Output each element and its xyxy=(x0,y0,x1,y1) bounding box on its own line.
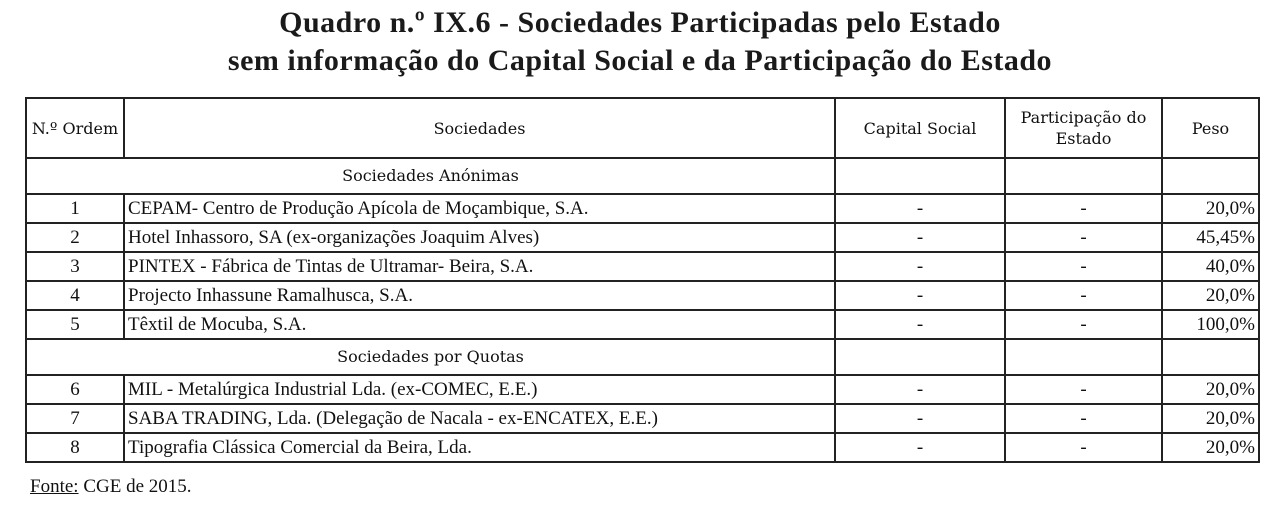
table-title-line-1: Quadro n.º IX.6 - Sociedades Participadas pelo Estado xyxy=(279,6,1001,39)
capital-social-value: - xyxy=(835,223,1005,252)
group-row-sociedades-por-quotas xyxy=(26,339,1259,375)
source-text: CGE de 2015. xyxy=(78,476,192,497)
group-row-sociedades-anonimas xyxy=(26,158,1259,194)
empty-cell xyxy=(1162,339,1259,375)
company-name: Tipografia Clássica Comercial da Beira, Lda. xyxy=(124,433,835,462)
companies-table xyxy=(25,97,1260,463)
peso-value: 20,0% xyxy=(1162,194,1259,223)
peso-value: 20,0% xyxy=(1162,281,1259,310)
header-ordem: N.º Ordem xyxy=(26,98,124,158)
capital-social-value: - xyxy=(835,433,1005,462)
group-label: Sociedades Anónimas xyxy=(26,158,835,194)
row-number: 1 xyxy=(26,194,124,223)
row-number: 4 xyxy=(26,281,124,310)
row-number: 8 xyxy=(26,433,124,462)
table-title-line-2: sem informação do Capital Social e da Participação do Estado xyxy=(227,44,1053,77)
participacao-value: - xyxy=(1005,281,1162,310)
table-row xyxy=(26,433,1259,462)
row-number: 5 xyxy=(26,310,124,339)
company-name: Hotel Inhassoro, SA (ex-organizações Joaquim Alves) xyxy=(124,223,835,252)
company-name: MIL - Metalúrgica Industrial Lda. (ex-COMEC, E.E.) xyxy=(124,375,835,404)
table-row xyxy=(26,281,1259,310)
table-row xyxy=(26,375,1259,404)
participacao-value: - xyxy=(1005,310,1162,339)
table-header-row xyxy=(26,98,1259,158)
capital-social-value: - xyxy=(835,310,1005,339)
row-number: 2 xyxy=(26,223,124,252)
capital-social-value: - xyxy=(835,375,1005,404)
peso-value: 40,0% xyxy=(1162,252,1259,281)
empty-cell xyxy=(1162,158,1259,194)
header-participacao-estado: Participação do Estado xyxy=(1005,98,1162,158)
header-capital-social: Capital Social xyxy=(835,98,1005,158)
company-name: SABA TRADING, Lda. (Delegação de Nacala - ex-ENCATEX, E.E.) xyxy=(124,404,835,433)
participacao-value: - xyxy=(1005,252,1162,281)
peso-value: 20,0% xyxy=(1162,375,1259,404)
peso-value: 45,45% xyxy=(1162,223,1259,252)
table-row xyxy=(26,223,1259,252)
source-label: Fonte: xyxy=(30,476,79,497)
capital-social-value: - xyxy=(835,194,1005,223)
header-peso: Peso xyxy=(1162,98,1259,158)
header-sociedades: Sociedades xyxy=(124,98,835,158)
empty-cell xyxy=(1005,158,1162,194)
empty-cell xyxy=(835,339,1005,375)
company-name: Projecto Inhassune Ramalhusca, S.A. xyxy=(124,281,835,310)
capital-social-value: - xyxy=(835,281,1005,310)
row-number: 7 xyxy=(26,404,124,433)
table-row xyxy=(26,310,1259,339)
company-name: Têxtil de Mocuba, S.A. xyxy=(124,310,835,339)
source-note xyxy=(30,476,192,498)
group-label: Sociedades por Quotas xyxy=(26,339,835,375)
participacao-value: - xyxy=(1005,375,1162,404)
participacao-value: - xyxy=(1005,433,1162,462)
company-name: CEPAM- Centro de Produção Apícola de Moçambique, S.A. xyxy=(124,194,835,223)
empty-cell xyxy=(1005,339,1162,375)
peso-value: 20,0% xyxy=(1162,404,1259,433)
empty-cell xyxy=(835,158,1005,194)
peso-value: 20,0% xyxy=(1162,433,1259,462)
peso-value: 100,0% xyxy=(1162,310,1259,339)
table-row xyxy=(26,252,1259,281)
row-number: 3 xyxy=(26,252,124,281)
company-name: PINTEX - Fábrica de Tintas de Ultramar- Beira, S.A. xyxy=(124,252,835,281)
participacao-value: - xyxy=(1005,404,1162,433)
participacao-value: - xyxy=(1005,194,1162,223)
participacao-value: - xyxy=(1005,223,1162,252)
row-number: 6 xyxy=(26,375,124,404)
capital-social-value: - xyxy=(835,252,1005,281)
table-row xyxy=(26,404,1259,433)
capital-social-value: - xyxy=(835,404,1005,433)
table-row xyxy=(26,194,1259,223)
